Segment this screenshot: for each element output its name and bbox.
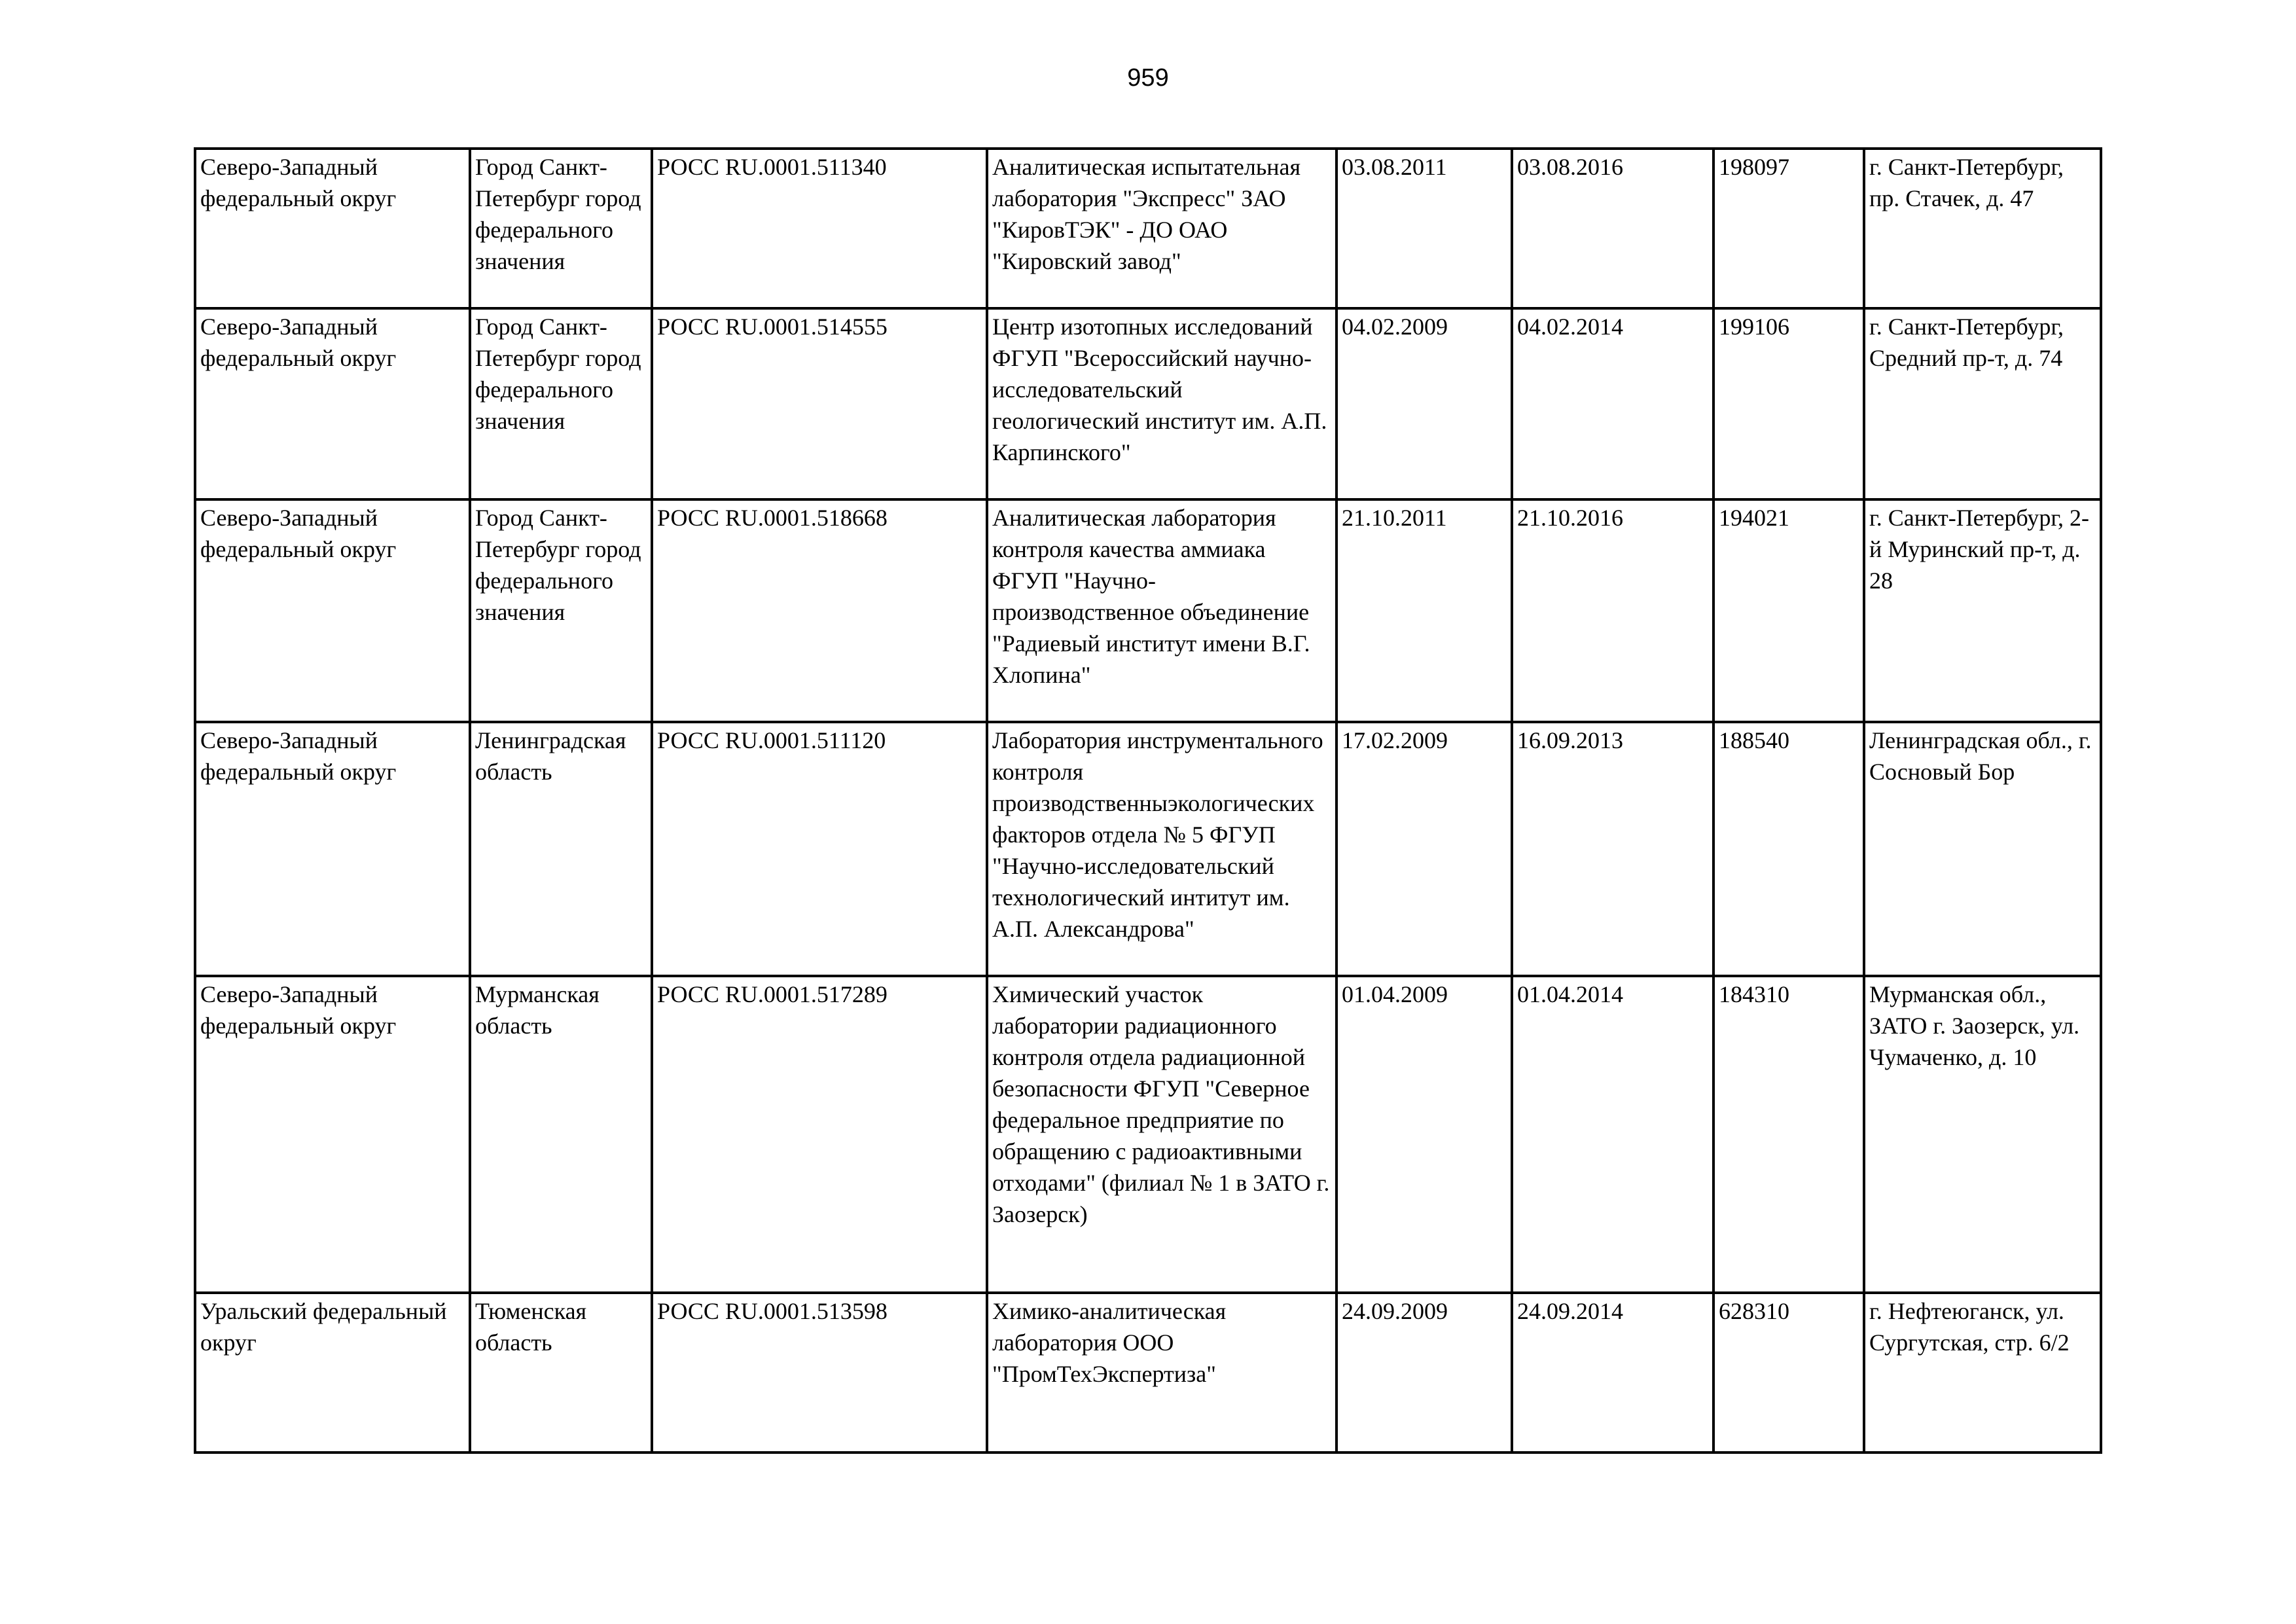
- district-cell: Северо-Западный федеральный округ: [195, 976, 470, 1293]
- date-to-cell: 01.04.2014: [1512, 976, 1713, 1293]
- postal-code-cell: 199106: [1713, 308, 1864, 499]
- region-cell: Тюменская область: [470, 1293, 652, 1453]
- postal-code-cell: 184310: [1713, 976, 1864, 1293]
- laboratory-registry-table: [194, 147, 2102, 1454]
- district-cell: Северо-Западный федеральный округ: [195, 499, 470, 722]
- date-to-cell: 16.09.2013: [1512, 722, 1713, 976]
- region-cell: Мурманская область: [470, 976, 652, 1293]
- table-row: [195, 308, 2101, 499]
- date-from-cell: 01.04.2009: [1336, 976, 1512, 1293]
- address-cell: Мурманская обл., ЗАТО г. Заозерск, ул. Чумаченко, д. 10: [1864, 976, 2101, 1293]
- address-cell: г. Нефтеюганск, ул. Сургутская, стр. 6/2: [1864, 1293, 2101, 1453]
- region-cell: Город Санкт-Петербург город федерального значения: [470, 499, 652, 722]
- date-from-cell: 17.02.2009: [1336, 722, 1512, 976]
- certificate-cell: РОСС RU.0001.514555: [652, 308, 987, 499]
- district-cell: Северо-Западный федеральный округ: [195, 149, 470, 308]
- date-from-cell: 04.02.2009: [1336, 308, 1512, 499]
- page-number: 959: [1127, 64, 1169, 92]
- address-cell: г. Санкт-Петербург, Средний пр-т, д. 74: [1864, 308, 2101, 499]
- date-from-cell: 03.08.2011: [1336, 149, 1512, 308]
- region-cell: Город Санкт-Петербург город федерального значения: [470, 308, 652, 499]
- postal-code-cell: 198097: [1713, 149, 1864, 308]
- district-cell: Северо-Западный федеральный округ: [195, 722, 470, 976]
- certificate-cell: РОСС RU.0001.511120: [652, 722, 987, 976]
- certificate-cell: РОСС RU.0001.517289: [652, 976, 987, 1293]
- organization-cell: Химический участок лаборатории радиационного контроля отдела радиационной безопасности ФГУП "Северное федеральное предприятие по обращению с радиоактивными отходами" (филиал № 1 в ЗАТО г. Заозерск): [987, 976, 1336, 1293]
- postal-code-cell: 628310: [1713, 1293, 1864, 1453]
- postal-code-cell: 188540: [1713, 722, 1864, 976]
- date-to-cell: 21.10.2016: [1512, 499, 1713, 722]
- organization-cell: Аналитическая испытательная лаборатория "Экспресс" ЗАО "КировТЭК" - ДО ОАО "Кировский завод": [987, 149, 1336, 308]
- postal-code-cell: 194021: [1713, 499, 1864, 722]
- organization-cell: Аналитическая лаборатория контроля качества аммиака ФГУП "Научно-производственное объединение "Радиевый институт имени В.Г. Хлопина": [987, 499, 1336, 722]
- district-cell: Уральский федеральный округ: [195, 1293, 470, 1453]
- table-row: [195, 722, 2101, 976]
- date-from-cell: 24.09.2009: [1336, 1293, 1512, 1453]
- certificate-cell: РОСС RU.0001.513598: [652, 1293, 987, 1453]
- table-row: [195, 149, 2101, 308]
- region-cell: Город Санкт-Петербург город федерального значения: [470, 149, 652, 308]
- certificate-cell: РОСС RU.0001.511340: [652, 149, 987, 308]
- organization-cell: Химико-аналитическая лаборатория ООО "ПромТехЭкспертиза": [987, 1293, 1336, 1453]
- district-cell: Северо-Западный федеральный округ: [195, 308, 470, 499]
- address-cell: г. Санкт-Петербург, 2-й Муринский пр-т, д. 28: [1864, 499, 2101, 722]
- region-cell: Ленинградская область: [470, 722, 652, 976]
- organization-cell: Лаборатория инструментального контроля производственныэкологических факторов отдела № 5 ФГУП "Научно-исследовательский технологический интитут им. А.П. Александрова": [987, 722, 1336, 976]
- address-cell: Ленинградская обл., г. Сосновый Бор: [1864, 722, 2101, 976]
- organization-cell: Центр изотопных исследований ФГУП "Всероссийский научно-исследовательский геологический институт им. А.П. Карпинского": [987, 308, 1336, 499]
- date-to-cell: 03.08.2016: [1512, 149, 1713, 308]
- certificate-cell: РОСС RU.0001.518668: [652, 499, 987, 722]
- table-row: [195, 976, 2101, 1293]
- date-to-cell: 04.02.2014: [1512, 308, 1713, 499]
- table-row: [195, 1293, 2101, 1453]
- date-from-cell: 21.10.2011: [1336, 499, 1512, 722]
- date-to-cell: 24.09.2014: [1512, 1293, 1713, 1453]
- address-cell: г. Санкт-Петербург, пр. Стачек, д. 47: [1864, 149, 2101, 308]
- table-row: [195, 499, 2101, 722]
